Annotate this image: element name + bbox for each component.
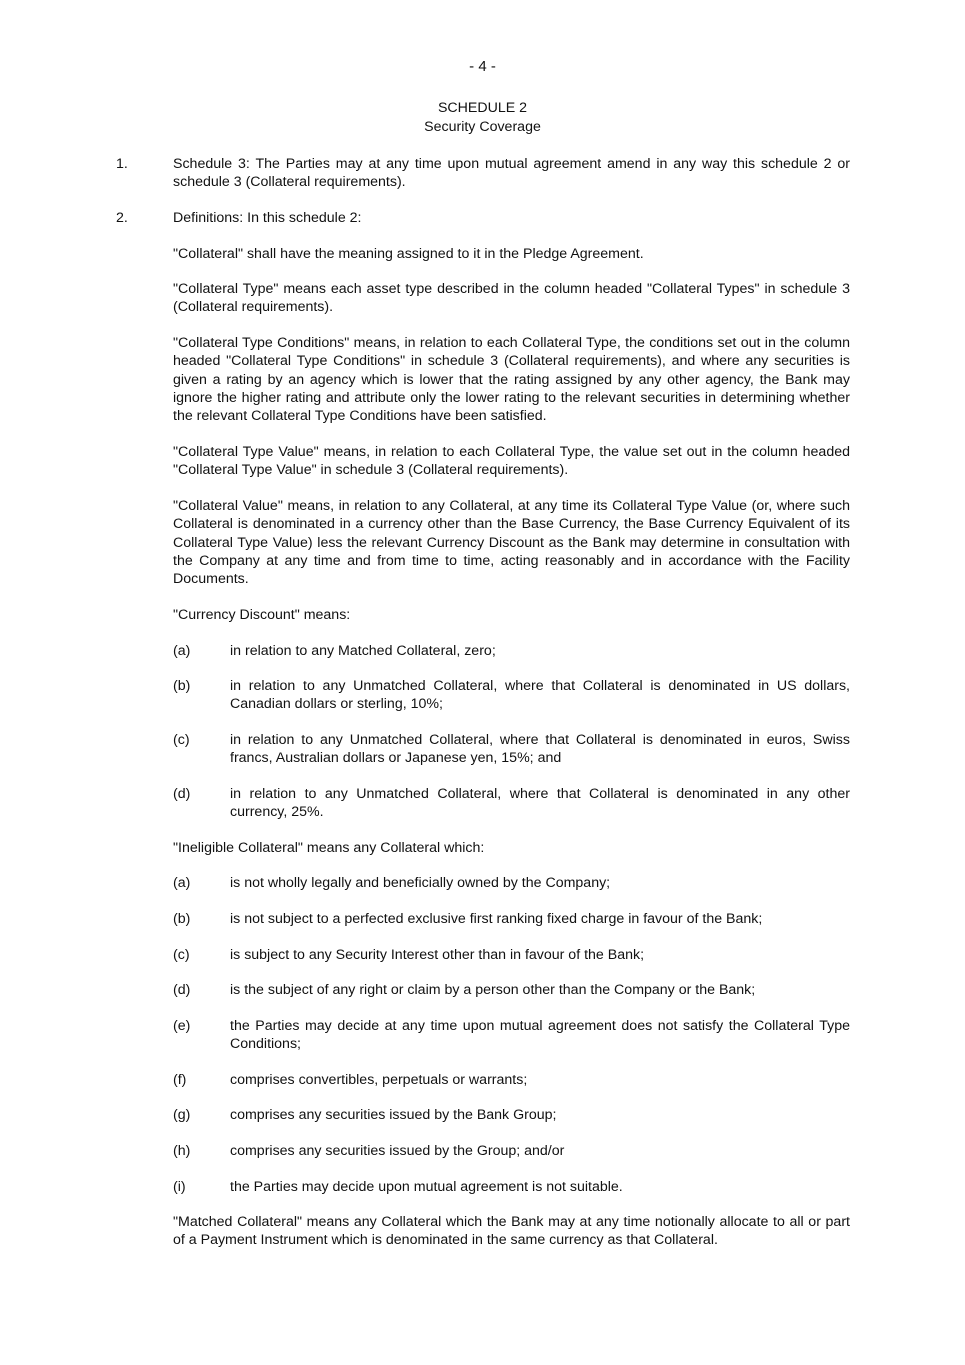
definition-ineligible-collateral: "Ineligible Collateral" means any Collateral which:	[173, 840, 485, 856]
list-item: in relation to any Unmatched Collateral, where that Collateral is denominated in US dollars, Canadian dollars or sterling, 10%;	[230, 678, 850, 713]
list-item-label: (g)	[173, 1107, 191, 1123]
schedule-title: SCHEDULE 2	[437, 100, 528, 116]
definition-collateral-value: "Collateral Value" means, in relation to any Collateral, at any time its Collateral Type Value (or, where such Collateral is denominated in a currency other than the Base Currency, the Base Currency Equivalent of its Collateral Type Value) less the relevant Currency Discount as the Bank may determine in consultation with the Company at any time and from time to time, acting reasonably and in accordance with the Facility Documents.	[173, 498, 850, 588]
list-item-label: (h)	[173, 1143, 191, 1159]
list-item: comprises any securities issued by the Group; and/or	[230, 1143, 565, 1159]
definition-matched-collateral: "Matched Collateral" means any Collateral which the Bank may at any time notionally allocate to all or part of a Payment Instrument which is denominated in the same currency as that Collateral.	[173, 1214, 850, 1249]
list-item: in relation to any Unmatched Collateral, where that Collateral is denominated in euros, Swiss francs, Australian dollars or Japanese yen, 15%; and	[230, 732, 850, 767]
list-item-label: (c)	[173, 947, 190, 963]
list-item-label: (i)	[173, 1179, 186, 1195]
list-item: the Parties may decide upon mutual agreement is not suitable.	[230, 1179, 623, 1195]
list-item-label: (e)	[173, 1018, 191, 1034]
clause-2-number: 2.	[116, 210, 128, 226]
list-item: in relation to any Unmatched Collateral, where that Collateral is denominated in any other currency, 25%.	[230, 786, 850, 821]
list-item: comprises any securities issued by the Bank Group;	[230, 1107, 557, 1123]
definition-collateral-type-conditions: "Collateral Type Conditions" means, in relation to each Collateral Type, the conditions set out in the column headed "Collateral Type Conditions" in schedule 3 (Collateral requirements), and where any securities is given a rating by an agency which is lower that the rating assigned by any other agency, the Bank may ignore the higher rating and attribute only the lower rating to the relevant securities in determining whether the relevant Collateral Type Conditions have been satisfied.	[173, 335, 850, 425]
definition-collateral-type-value: "Collateral Type Value" means, in relation to each Collateral Type, the value set out in the column headed "Collateral Type Value" in schedule 3 (Collateral requirements).	[173, 444, 850, 479]
schedule-subtitle: Security Coverage	[424, 119, 541, 135]
list-item-label: (a)	[173, 875, 191, 891]
clause-1-number: 1.	[116, 156, 128, 172]
definition-currency-discount: "Currency Discount" means:	[173, 607, 351, 623]
list-item: is the subject of any right or claim by a person other than the Company or the Bank;	[230, 982, 756, 998]
list-item-label: (c)	[173, 732, 190, 748]
clause-2-text: Definitions: In this schedule 2:	[173, 210, 362, 226]
list-item-label: (b)	[173, 678, 191, 694]
list-item: is not subject to a perfected exclusive first ranking fixed charge in favour of the Bank;	[230, 911, 763, 927]
list-item-label: (a)	[173, 643, 191, 659]
definition-collateral: "Collateral" shall have the meaning assigned to it in the Pledge Agreement.	[173, 246, 644, 262]
list-item-label: (f)	[173, 1072, 187, 1088]
clause-1-text: Schedule 3: The Parties may at any time upon mutual agreement amend in any way this schedule 2 or schedule 3 (Collateral requirements).	[173, 156, 850, 191]
list-item: is subject to any Security Interest other than in favour of the Bank;	[230, 947, 645, 963]
definition-collateral-type: "Collateral Type" means each asset type described in the column headed "Collateral Types" in schedule 3 (Collateral requirements).	[173, 281, 850, 316]
list-item-label: (b)	[173, 911, 191, 927]
list-item-label: (d)	[173, 786, 191, 802]
list-item: is not wholly legally and beneficially owned by the Company;	[230, 875, 611, 891]
list-item-label: (d)	[173, 982, 191, 998]
list-item: in relation to any Matched Collateral, zero;	[230, 643, 496, 659]
list-item: comprises convertibles, perpetuals or warrants;	[230, 1072, 528, 1088]
list-item: the Parties may decide at any time upon mutual agreement does not satisfy the Collateral Type Conditions;	[230, 1018, 850, 1053]
page-number: - 4 -	[469, 58, 496, 75]
